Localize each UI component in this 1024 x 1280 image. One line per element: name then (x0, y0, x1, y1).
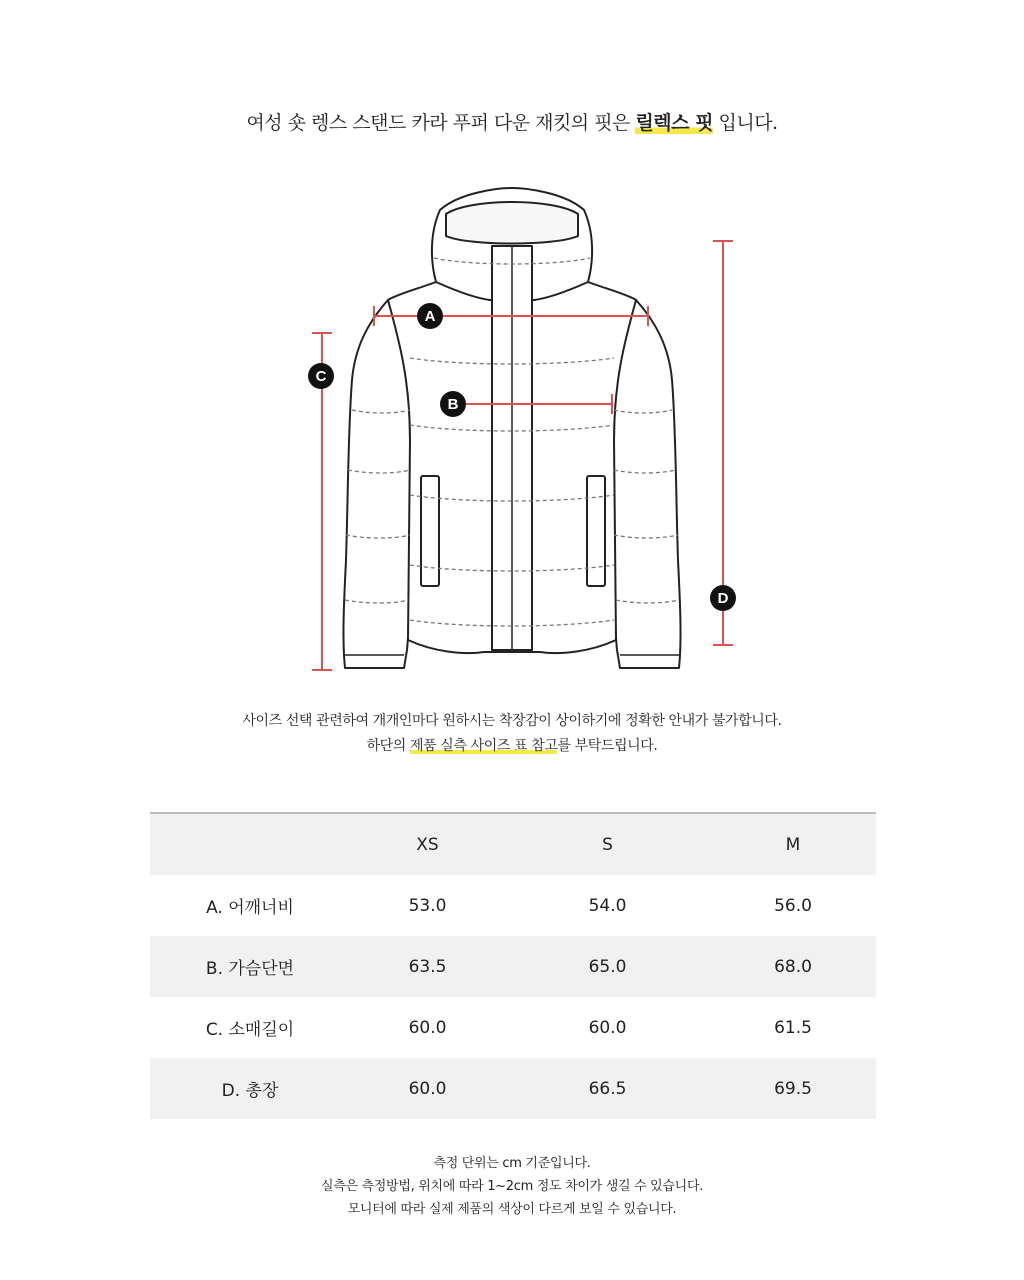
table-header-row (150, 813, 876, 875)
notice-line-1: 사이즈 선택 관련하여 개개인마다 원하시는 착장감이 상이하기에 정확한 안내가 불가합니다. (242, 713, 782, 729)
size-table (150, 812, 876, 1119)
marker-d-label: D (717, 590, 729, 607)
marker-c-label: C (315, 368, 327, 385)
cell-m: 69.5 (774, 1078, 812, 1099)
notice-line-2-prefix: 하단의 (366, 738, 406, 754)
fit-type: 릴렉스 핏 (635, 112, 713, 134)
marker-b (440, 391, 466, 417)
row-label: D. 총장 (221, 1081, 279, 1101)
marker-a-label: A (424, 308, 436, 325)
left-pocket (421, 476, 439, 586)
notice-line-2-suffix: 를 부탁드립니다. (557, 738, 658, 754)
header-xs: XS (350, 813, 505, 875)
cell-xs: 63.5 (408, 956, 447, 977)
row-label: C. 소매길이 (205, 1020, 295, 1040)
cell-m: 56.0 (774, 895, 812, 916)
marker-a (417, 303, 443, 329)
headline-suffix: 입니다. (718, 112, 778, 134)
notice-highlight: 제품 실측 사이즈 표 참고 (410, 738, 558, 754)
footnote-line-3: 모니터에 따라 실제 제품의 색상이 다르게 보일 수 있습니다. (347, 1202, 677, 1217)
row-label: B. 가슴단면 (205, 959, 295, 979)
cell-xs: 53.0 (408, 895, 447, 916)
hood-opening (446, 202, 578, 244)
cell-s: 66.5 (588, 1078, 627, 1099)
cell-m: 68.0 (774, 956, 812, 977)
cell-xs: 60.0 (408, 1017, 447, 1038)
cell-s: 60.0 (588, 1017, 627, 1038)
right-sleeve (614, 300, 681, 668)
left-sleeve (343, 300, 410, 668)
table-row (150, 936, 876, 997)
headline-prefix: 여성 숏 렝스 스탠드 카라 푸퍼 다운 재킷의 핏은 (246, 112, 630, 134)
marker-b-label: B (447, 396, 459, 413)
header-label-cell (150, 813, 350, 875)
header-s: S (505, 813, 710, 875)
row-label: A. 어깨너비 (206, 898, 294, 918)
footnote-line-2: 실측은 측정방법, 위치에 따라 1~2cm 정도 차이가 생길 수 있습니다. (320, 1179, 704, 1194)
cell-m: 61.5 (774, 1017, 812, 1038)
notice-line-2 (0, 735, 1024, 755)
marker-c (308, 363, 334, 389)
table-row (150, 1058, 876, 1119)
cell-s: 54.0 (588, 895, 627, 916)
footnote (0, 1152, 1024, 1221)
header-m: M (710, 813, 876, 875)
cell-xs: 60.0 (408, 1078, 447, 1099)
footnote-line-1: 측정 단위는 cm 기준입니다. (433, 1156, 591, 1171)
right-pocket (587, 476, 605, 586)
table-row (150, 997, 876, 1058)
cell-s: 65.0 (588, 956, 627, 977)
table-row (150, 875, 876, 936)
marker-d (710, 585, 736, 611)
